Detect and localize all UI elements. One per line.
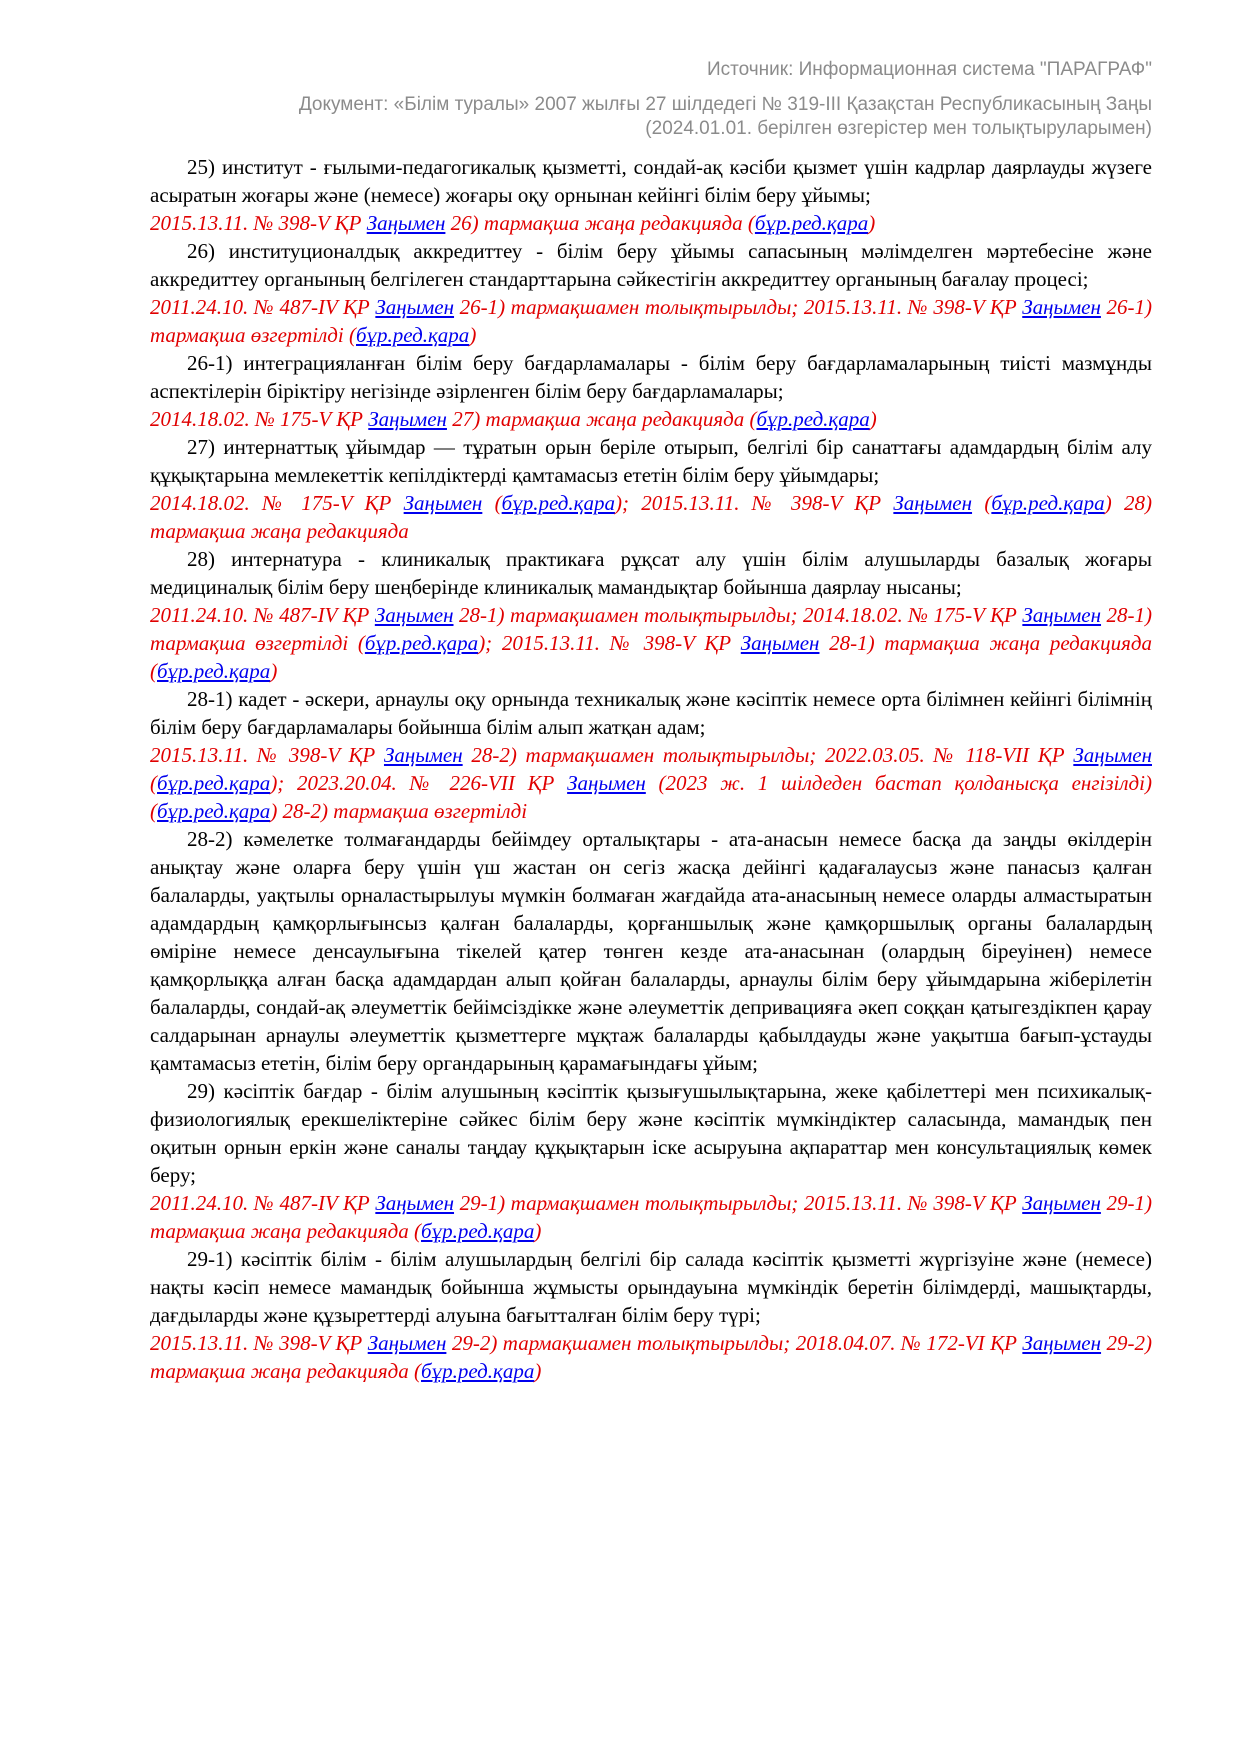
amendment-text: (	[482, 491, 502, 515]
amendment-text: 2014.18.02. № 175-V ҚР	[150, 407, 369, 431]
amendment-text: )	[869, 407, 877, 431]
amendment-text: 2015.13.11. № 398-V ҚР	[150, 1331, 368, 1355]
legal-paragraph: 27) интернаттық ұйымдар — тұратын орын беріле отырып, белгілі бір санаттағы адамдардың білім алу құқықтарына мемлекеттік кепілдіктерді қамтамасыз ететін білім беру ұйымдары;	[150, 435, 1152, 487]
legal-paragraph: 29) кәсіптік бағдар - білім алушының кәсіптік қызығушылықтарына, жеке қабілеттері мен психикалық-физиологиялық ерекшеліктеріне сәйкес білім беру және кәсіптік мүмкіндіктер саласында, мамандық пен оқитын орнын еркін және саналы таңдау құқықтарын іске асыруына ақпараттар мен консультациялық көмек беру;	[150, 1079, 1152, 1187]
law-link[interactable]: Заңымен	[1022, 1191, 1101, 1215]
law-link[interactable]: Заңымен	[567, 771, 646, 795]
legal-paragraph: 26-1) интеграцияланған білім беру бағдарламалары - білім беру бағдарламаларының тиісті мазмұнды аспектілерін біріктіру негізінде әзірленген білім беру бағдарламалары;	[150, 351, 1152, 403]
law-link[interactable]: Заңымен	[1073, 743, 1152, 767]
prev-edition-link[interactable]: бұр.ред.қара	[157, 799, 271, 823]
amendment-text: 2015.13.11. № 398-V ҚР	[150, 743, 384, 767]
amendment-text: 2011.24.10. № 487-IV ҚР	[150, 1191, 376, 1215]
amendment-text: 28-1) тармақша өзгертілді (	[150, 603, 1152, 655]
amendment-text: (2023 ж. 1 шілдеден бастап қолданысқа енгізілді) (	[150, 771, 1152, 823]
amendment-text: 2011.24.10. № 487-IV ҚР	[150, 603, 375, 627]
prev-edition-link[interactable]: бұр.ред.қара	[157, 771, 271, 795]
amendment-text: )	[534, 1359, 542, 1383]
prev-edition-link[interactable]: бұр.ред.қара	[356, 323, 470, 347]
amendment-text: 27) тармақша жаңа редакцияда (	[446, 407, 757, 431]
prev-edition-link[interactable]: бұр.ред.қара	[421, 1219, 535, 1243]
amendment-text: 26-1) тармақшамен толықтырылды; 2015.13.11. № 398-V ҚР	[454, 295, 1023, 319]
amendment-text: ); 2015.13.11. № 398-V ҚР	[478, 631, 741, 655]
law-link[interactable]: Заңымен	[403, 491, 483, 515]
law-link[interactable]: Заңымен	[374, 603, 454, 627]
amendment-text: )	[469, 323, 477, 347]
amendment-note	[150, 405, 1152, 433]
legal-paragraph: 28-2) кәмелетке толмағандарды бейімдеу орталықтары - ата-анасын немесе басқа да заңды өкілдерін анықтау және оларға беру үшін үш жастан он сегіз жасқа дейінгі қадағалаусыз және панасыз қалған балаларды, уақтылы орналастырылуы мүмкін болмаған жағдайда ата-анасының немесе оларды алмастыратын адамдардың қамқорлығынсыз қалған балаларды, қорғаншылық және қамқоршылық органы балалардың өміріне немесе денсаулығына тікелей қатер төнген кезде ата-анасынан (олардың біреуінен) немесе қамқорлыққа алған басқа адамдардан алып қойған балаларды, арнаулы білім беру ұйымдарына жіберілетін балаларды, сондай-ақ әлеуметтік бейімсіздікке және әлеуметтік депривацияға әкеп соққан қатыгездікпен қарау салдарынан арнаулы әлеуметтік қызметтерге мұқтаж балаларды қабылдауды және уақытша бағып-ұстауды қамтамасыз ететін, білім беру органдарының қарамағындағы ұйым;	[150, 827, 1152, 1075]
prev-edition-link[interactable]: бұр.ред.қара	[991, 491, 1105, 515]
document-body	[150, 153, 1152, 1385]
prev-edition-link[interactable]: бұр.ред.қара	[756, 407, 870, 431]
amendment-note	[150, 1329, 1152, 1385]
prev-edition-link[interactable]: бұр.ред.қара	[501, 491, 615, 515]
law-link[interactable]: Заңымен	[1022, 1331, 1102, 1355]
amendment-text: ) 28) тармақша жаңа редакцияда	[150, 491, 1152, 543]
law-link[interactable]: Заңымен	[367, 1331, 447, 1355]
amendment-text: 2011.24.10. № 487-IV ҚР	[150, 295, 376, 319]
amendment-text: 29-2) тармақшамен толықтырылды; 2018.04.07. № 172-VI ҚР	[446, 1331, 1023, 1355]
document-header	[150, 0, 1152, 141]
amendment-text: )	[270, 659, 278, 683]
prev-edition-link[interactable]: бұр.ред.қара	[364, 631, 479, 655]
amendment-text: 28-1) тармақшамен толықтырылды; 2014.18.02. № 175-V ҚР	[453, 603, 1023, 627]
amendment-note	[150, 209, 1152, 237]
amendment-text: 28-2) тармақшамен толықтырылды; 2022.03.05. № 118-VII ҚР	[462, 743, 1074, 767]
law-link[interactable]: Заңымен	[375, 295, 455, 319]
amendment-text: (	[972, 491, 992, 515]
amendment-text: 29-2) тармақша жаңа редакцияда (	[150, 1331, 1152, 1383]
amendment-text: 2014.18.02. № 175-V ҚР	[150, 491, 404, 515]
amendment-text: )	[868, 211, 876, 235]
law-link[interactable]: Заңымен	[366, 211, 446, 235]
amendment-note	[150, 1189, 1152, 1245]
amendment-text: 26) тармақша жаңа редакцияда (	[445, 211, 755, 235]
law-link[interactable]: Заңымен	[1022, 295, 1101, 319]
legal-paragraph: 28) интернатура - клиникалық практикаға рұқсат алу үшін білім алушыларды базалық жоғары медициналық білім беру шеңберінде клиникалық мамандықтар бойынша даярлау нысаны;	[150, 547, 1152, 599]
amendment-text: ); 2023.20.04. № 226-VII ҚР	[270, 771, 568, 795]
amendment-note	[150, 741, 1152, 825]
amendment-text: ); 2015.13.11. № 398-V ҚР	[614, 491, 894, 515]
amendment-text: 28-1) тармақша жаңа редакцияда (	[150, 631, 1152, 683]
legal-paragraph: 29-1) кәсіптік білім - білім алушылардың белгілі бір салада кәсіптік қызметті жүргізуіне және (немесе) нақты кәсіп немесе мамандық бойынша жұмысты орындауына мүмкіндік беретін білімдерді, машықтарды, дағдыларды және құзыреттерді алуына бағытталған білім беру түрі;	[150, 1247, 1152, 1327]
prev-edition-link[interactable]: бұр.ред.қара	[157, 659, 271, 683]
amendment-text: 2015.13.11. № 398-V ҚР	[150, 211, 367, 235]
document-title: Документ: «Білім туралы» 2007 жылғы 27 шілдедегі № 319-III Қазақстан Республикасының Заңы	[298, 94, 1152, 115]
prev-edition-link[interactable]: бұр.ред.қара	[421, 1359, 535, 1383]
amendment-text: (	[150, 771, 157, 795]
legal-paragraph: 26) институционалдық аккредиттеу - білім беру ұйымы сапасының мәлімделген мәртебесіне және аккредиттеу органының белгілеген стандарттарына сәйкестігін аккредиттеу органының бағалау процесі;	[150, 239, 1152, 291]
source-line: Источник: Информационная система "ПАРАГРАФ"	[706, 59, 1152, 80]
amendment-note	[150, 601, 1152, 685]
amendment-text: 26-1) тармақша өзгертілді (	[150, 295, 1152, 347]
amendment-text: ) 28-2) тармақша өзгертілді	[270, 799, 528, 823]
document-subtitle: (2024.01.01. берілген өзгерістер мен толықтыруларымен)	[645, 118, 1152, 139]
law-link[interactable]: Заңымен	[368, 407, 447, 431]
amendment-note	[150, 489, 1152, 545]
legal-paragraph: 28-1) кадет - әскери, арнаулы оқу орнында техникалық және кәсіптік немесе орта білімнен кейінгі білімнің білім беру бағдарламалары бойынша білім алып жатқан адам;	[150, 687, 1152, 739]
prev-edition-link[interactable]: бұр.ред.қара	[754, 211, 869, 235]
amendment-note	[150, 293, 1152, 349]
law-link[interactable]: Заңымен	[383, 743, 463, 767]
law-link[interactable]: Заңымен	[375, 1191, 455, 1215]
legal-paragraph: 25) институт - ғылыми-педагогикалық қызметті, сондай-ақ кәсіби қызмет үшін кадрлар даярлауды жүзеге асыратын жоғары және (немесе) жоғары оқу орнынан кейінгі білім беру ұйымы;	[150, 155, 1152, 207]
law-link[interactable]: Заңымен	[740, 631, 820, 655]
law-link[interactable]: Заңымен	[893, 491, 973, 515]
amendment-text: 29-1) тармақша жаңа редакцияда (	[150, 1191, 1152, 1243]
amendment-text: 29-1) тармақшамен толықтырылды; 2015.13.11. № 398-V ҚР	[454, 1191, 1023, 1215]
amendment-text: )	[534, 1219, 542, 1243]
law-link[interactable]: Заңымен	[1022, 603, 1102, 627]
